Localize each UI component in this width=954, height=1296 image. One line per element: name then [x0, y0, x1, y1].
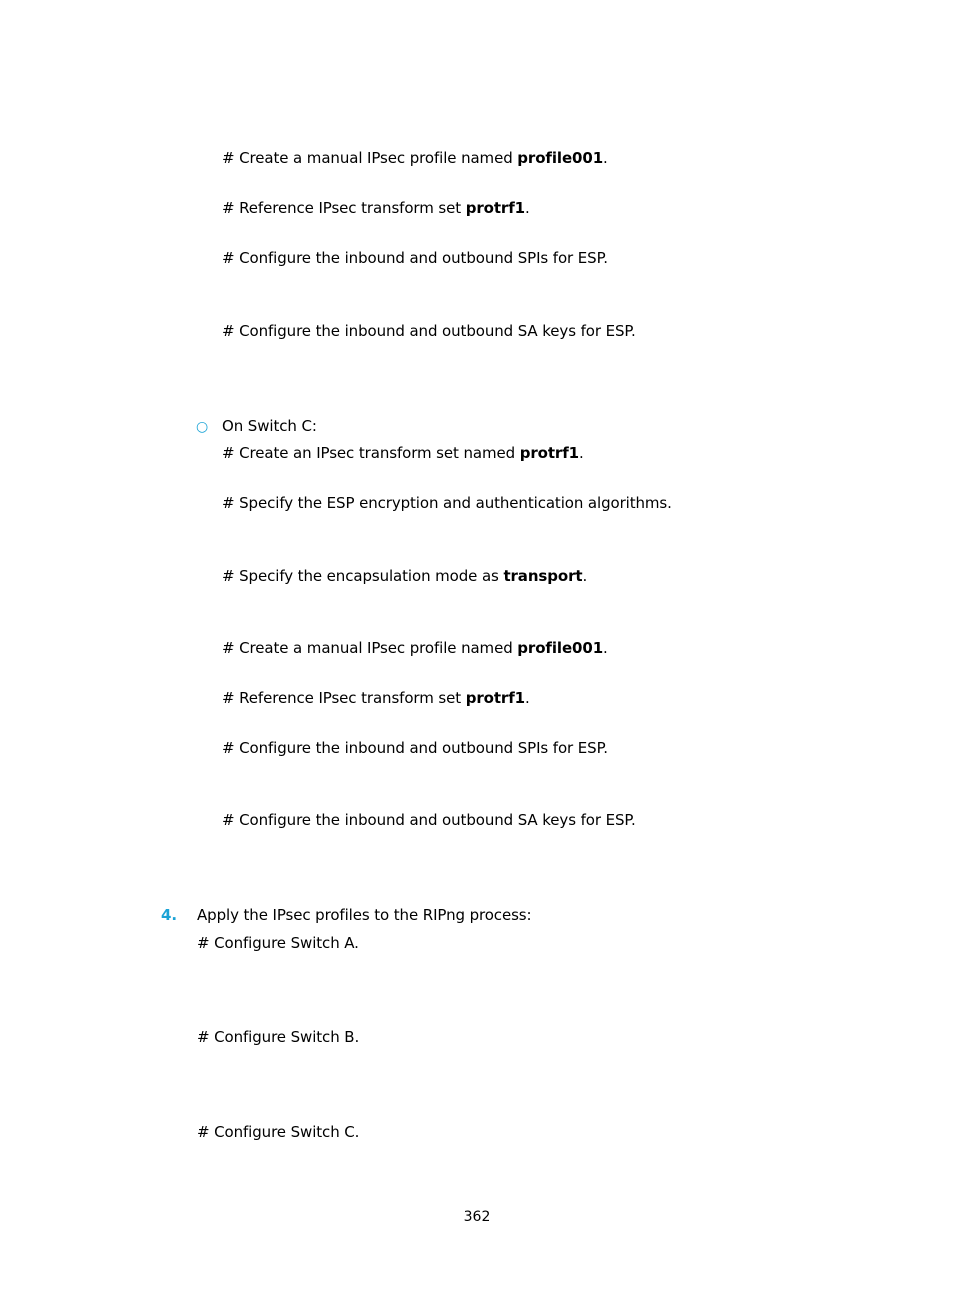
sa-keys-line: # Configure the inbound and outbound SA keys for ESP.	[222, 811, 636, 829]
configure-switch-c-line: # Configure Switch C.	[197, 1123, 360, 1141]
spis-line: # Configure the inbound and outbound SPIs for ESP.	[222, 739, 608, 757]
step-number: 4.	[161, 906, 178, 924]
create-profile-line: # Create a manual IPsec profile named profile001.	[222, 639, 608, 657]
spis-line: # Configure the inbound and outbound SPIs for ESP.	[222, 249, 608, 267]
configure-switch-a-line: # Configure Switch A.	[197, 934, 359, 952]
step-title: Apply the IPsec profiles to the RIPng process:	[197, 906, 532, 924]
reference-set-line: # Reference IPsec transform set protrf1.	[222, 199, 530, 217]
sa-keys-line: # Configure the inbound and outbound SA keys for ESP.	[222, 322, 636, 340]
reference-set-line: # Reference IPsec transform set protrf1.	[222, 689, 530, 707]
algorithms-line: # Specify the ESP encryption and authentication algorithms.	[222, 494, 672, 512]
transform-set-name: protrf1	[465, 689, 525, 707]
mode-name: transport	[503, 567, 583, 585]
switch-c-heading: On Switch C:	[222, 417, 317, 435]
bullet-circle-icon: ○	[196, 419, 209, 435]
profile-name: profile001	[517, 149, 604, 167]
create-transform-set-line: # Create an IPsec transform set named protrf1.	[222, 444, 584, 462]
create-profile-line: # Create a manual IPsec profile named profile001.	[222, 149, 608, 167]
page-number: 362	[463, 1209, 491, 1225]
configure-switch-b-line: # Configure Switch B.	[197, 1028, 360, 1046]
encapsulation-mode-line: # Specify the encapsulation mode as transport.	[222, 567, 588, 585]
transform-set-name: protrf1	[465, 199, 525, 217]
transform-set-name: protrf1	[519, 444, 579, 462]
profile-name: profile001	[517, 639, 604, 657]
